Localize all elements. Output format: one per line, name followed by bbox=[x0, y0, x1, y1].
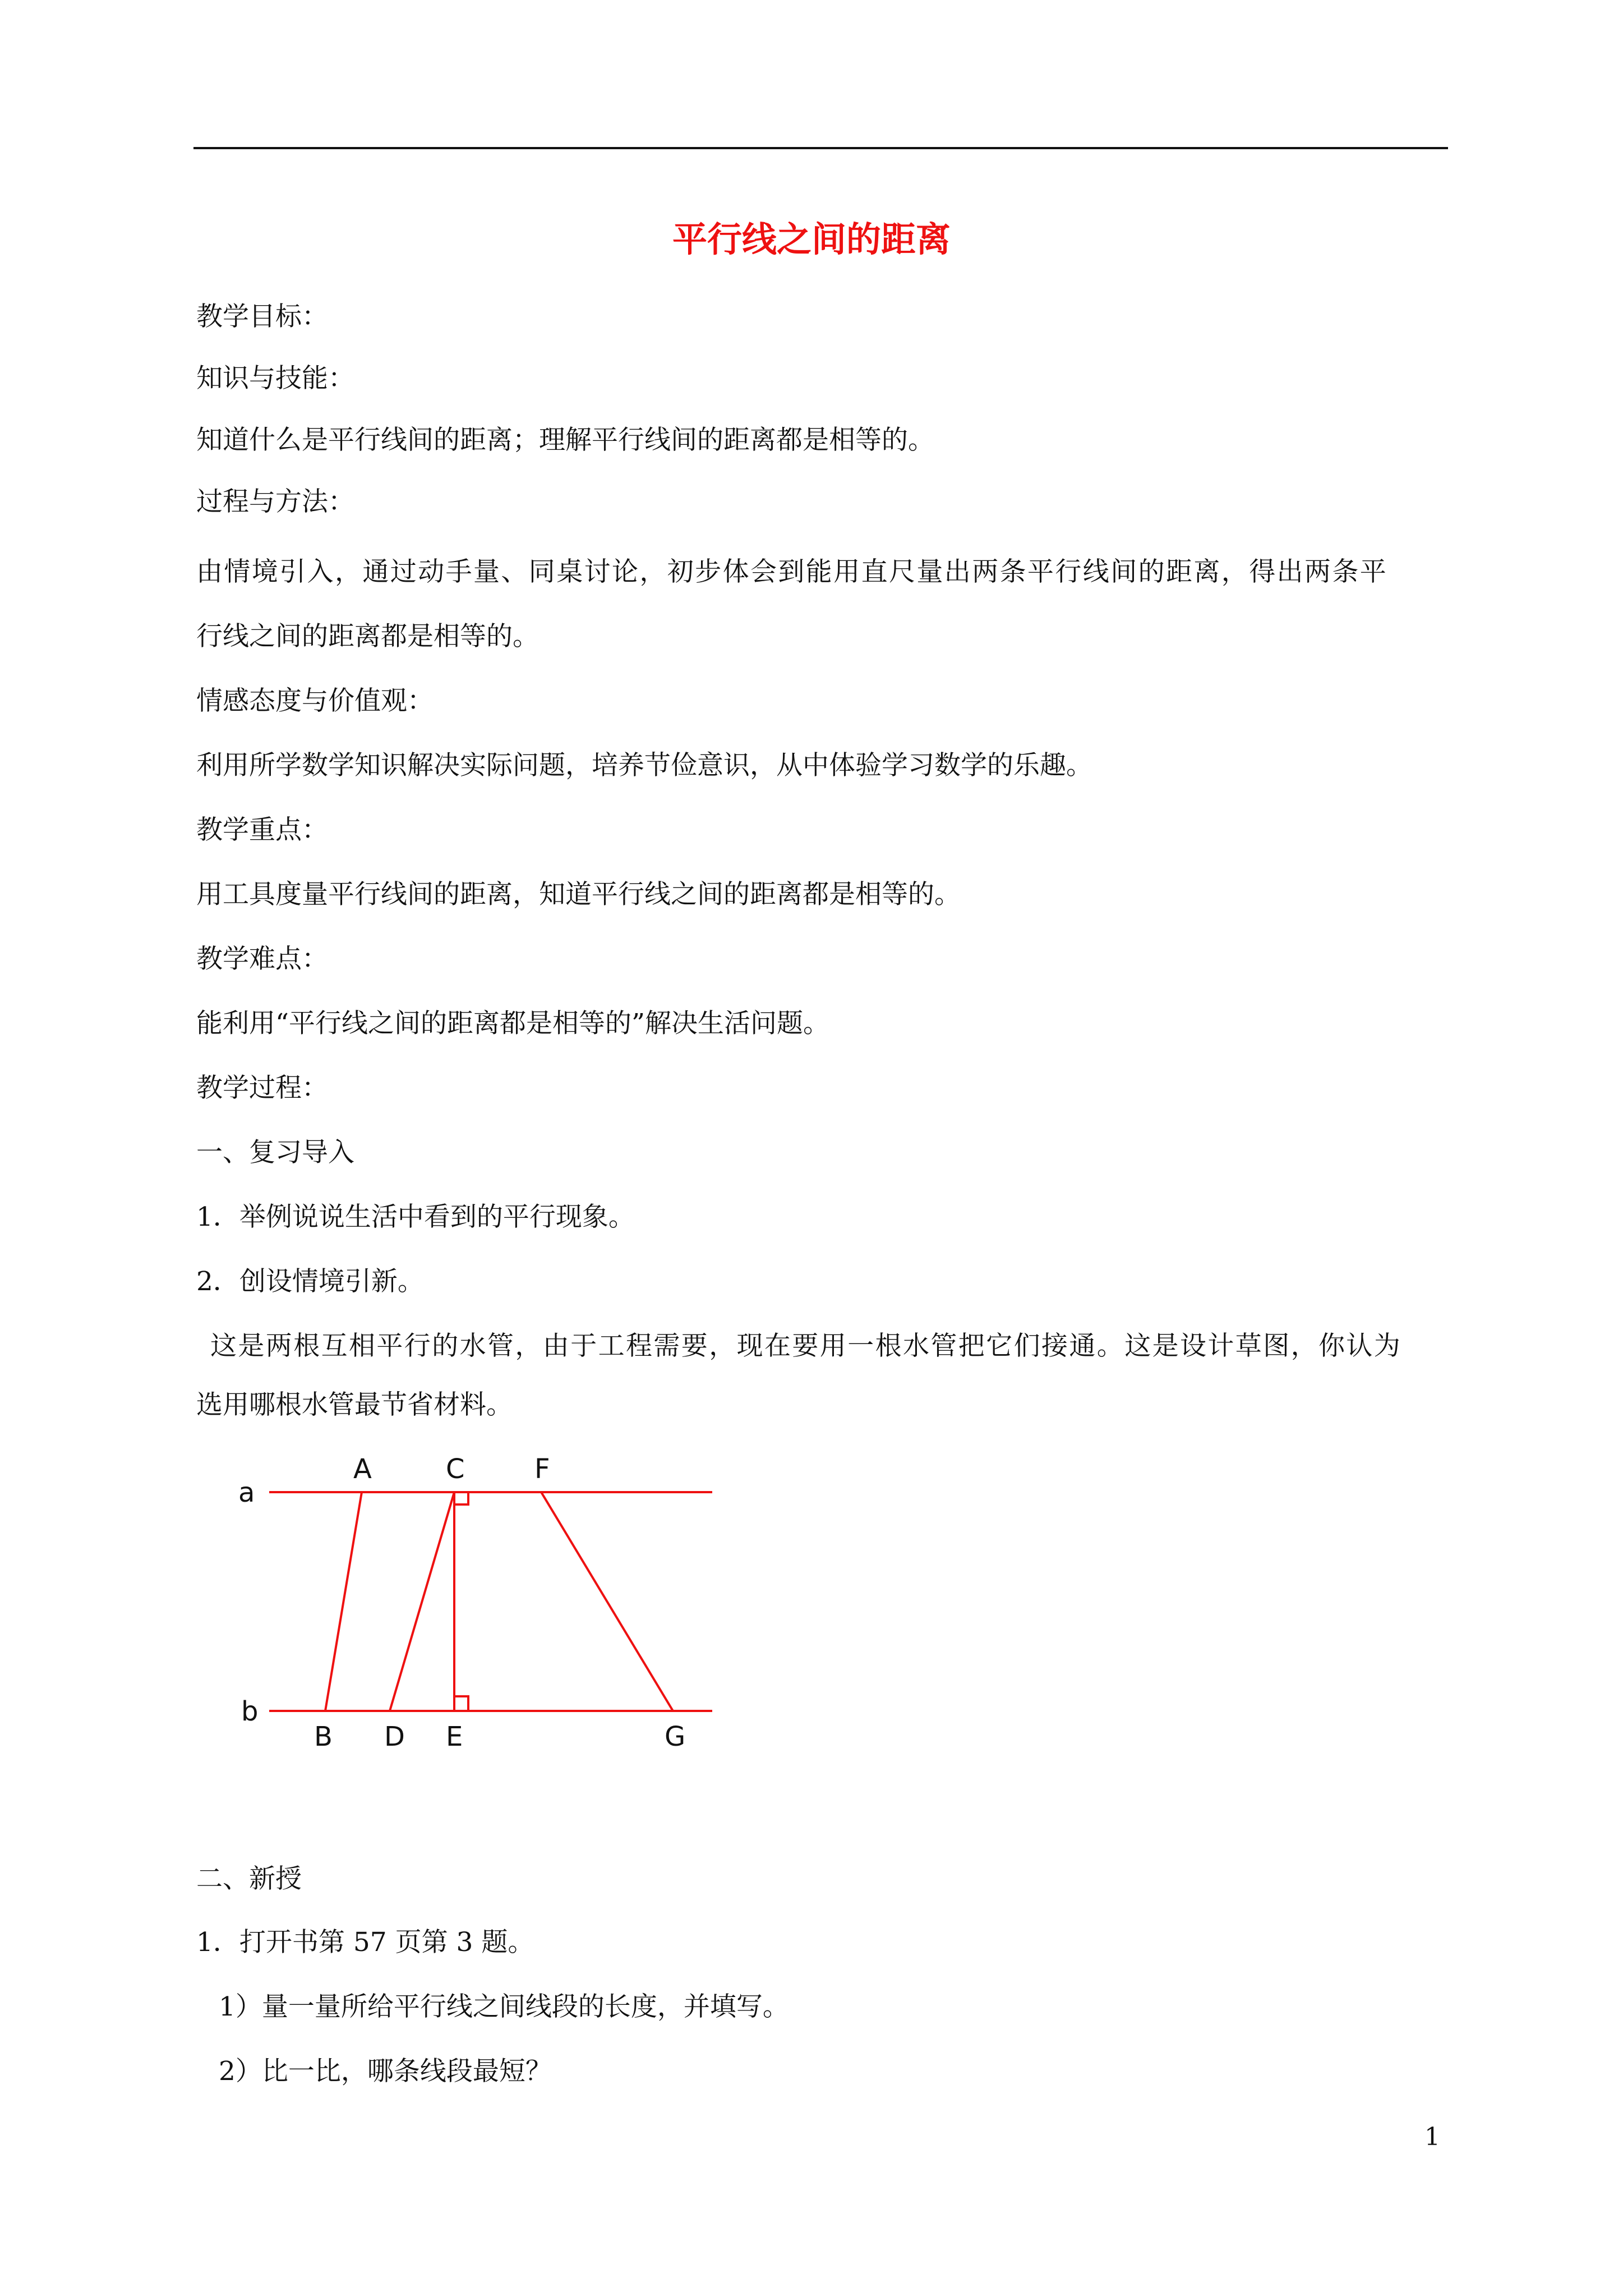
paragraph: 能利用“平行线之间的距离都是相等的”解决生活问题。 bbox=[196, 1008, 830, 1039]
paragraph: 2．创设情境引新。 bbox=[196, 1266, 424, 1297]
point-d: D bbox=[384, 1721, 405, 1752]
paragraph: 知识与技能： bbox=[196, 363, 354, 394]
right-angle-mark-bottom bbox=[454, 1696, 468, 1711]
segment-cd bbox=[390, 1492, 454, 1711]
point-a: A bbox=[353, 1453, 372, 1485]
page-title: 平行线之间的距离 bbox=[672, 219, 951, 260]
paragraph: 选用哪根水管最节省材料。 bbox=[196, 1389, 513, 1420]
paragraph: 教学过程： bbox=[196, 1073, 328, 1103]
paragraph: 一、复习导入 bbox=[196, 1137, 354, 1168]
point-b: B bbox=[314, 1721, 333, 1752]
label-a: a bbox=[238, 1477, 255, 1508]
paragraph: 利用所学数学知识解决实际问题，培养节俭意识，从中体验学习数学的乐趣。 bbox=[196, 750, 1092, 781]
paragraph: 教学重点： bbox=[196, 815, 328, 845]
paragraph: 这是两根互相平行的水管，由于工程需要，现在要用一根水管把它们接通。这是设计草图，你认为 bbox=[210, 1331, 1402, 1361]
paragraph: 知道什么是平行线间的距离；理解平行线间的距离都是相等的。 bbox=[196, 425, 934, 455]
paragraph: 用工具度量平行线间的距离，知道平行线之间的距离都是相等的。 bbox=[196, 879, 961, 910]
header-rule bbox=[193, 147, 1448, 149]
paragraph: 由情境引入，通过动手量、同桌讨论，初步体会到能用直尺量出两条平行线间的距离，得出两条平 bbox=[196, 556, 1388, 587]
paragraph: 过程与方法： bbox=[196, 486, 354, 517]
label-b: b bbox=[241, 1696, 259, 1727]
paragraph: 行线之间的距离都是相等的。 bbox=[196, 621, 539, 652]
paragraph: 教学目标： bbox=[196, 301, 328, 332]
section-heading: 二、新授 bbox=[196, 1864, 302, 1894]
paragraph: 情感态度与价值观： bbox=[196, 685, 434, 716]
paragraph: 1）量一量所给平行线之间线段的长度，并填写。 bbox=[219, 1991, 789, 2022]
right-angle-mark-top bbox=[454, 1492, 468, 1504]
point-c: C bbox=[446, 1453, 465, 1485]
point-e: E bbox=[446, 1721, 463, 1752]
segment-fg bbox=[541, 1492, 673, 1711]
paragraph: 教学难点： bbox=[196, 944, 328, 974]
segment-ab bbox=[325, 1492, 362, 1711]
paragraph: 2）比一比，哪条线段最短？ bbox=[219, 2056, 552, 2087]
paragraph: 1．打开书第 57 页第 3 题。 bbox=[196, 1927, 534, 1958]
parallel-pipes-figure bbox=[224, 1447, 729, 1761]
point-g: G bbox=[665, 1721, 686, 1752]
point-f: F bbox=[534, 1453, 550, 1485]
paragraph: 1．举例说说生活中看到的平行现象。 bbox=[196, 1202, 635, 1232]
page-number: 1 bbox=[1424, 2123, 1440, 2151]
